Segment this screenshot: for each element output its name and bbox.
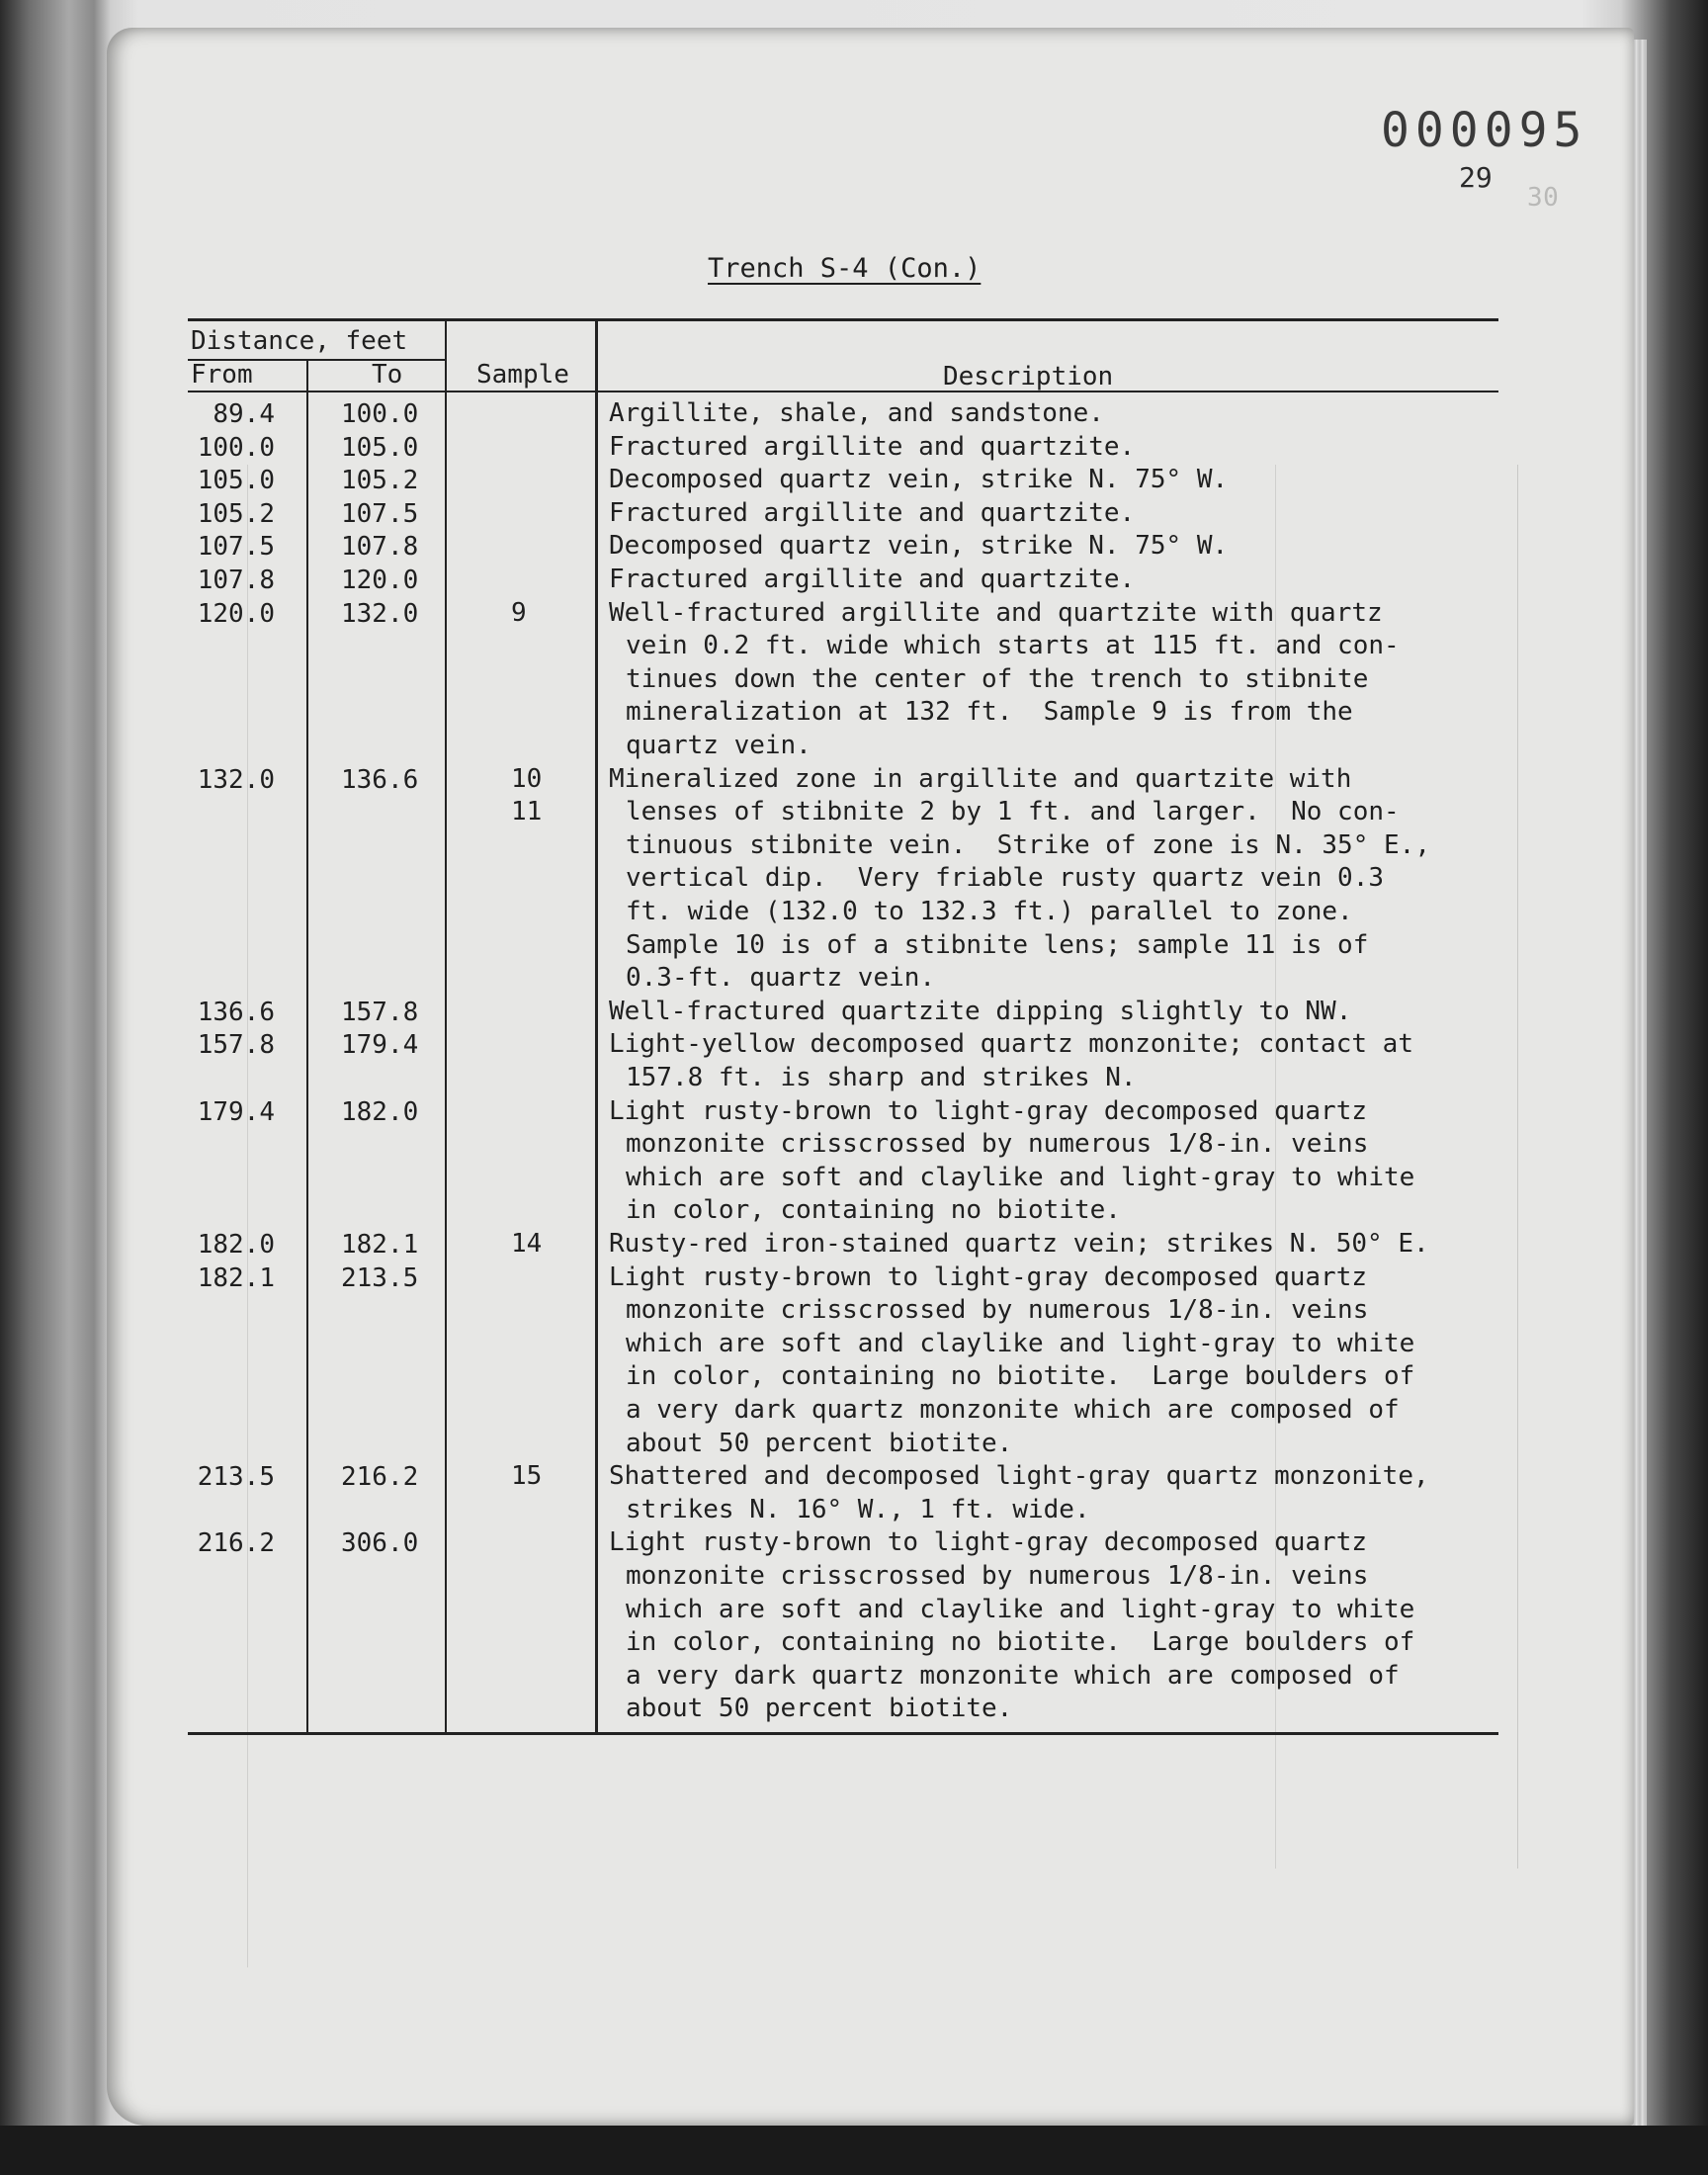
cell-from: 216.2 <box>197 1528 275 1559</box>
description-line: strikes N. 16° W., 1 ft. wide. <box>626 1494 1090 1524</box>
description-line: tinues down the center of the trench to stibnite <box>626 663 1369 694</box>
header-from: From <box>191 360 253 390</box>
cell-sample: 9 <box>511 597 527 628</box>
cell-from: 179.4 <box>197 1096 275 1127</box>
description-line: ft. wide (132.0 to 132.3 ft.) parallel to zone. <box>626 896 1353 926</box>
cell-to: 306.0 <box>341 1528 419 1559</box>
description-line: which are soft and claylike and light-gray to white <box>626 1162 1415 1192</box>
cell-description <box>609 1262 1498 1461</box>
description-line: vein 0.2 ft. wide which starts at 115 ft. and con- <box>626 631 1400 661</box>
cell-description <box>609 1526 1498 1726</box>
cell-to: 107.5 <box>341 498 419 529</box>
description-line: tinuous stibnite vein. Strike of zone is N. 35° E., <box>626 829 1430 860</box>
cell-from: 157.8 <box>197 1030 275 1061</box>
cell-to: 157.8 <box>341 997 419 1027</box>
header-bottom-rule <box>188 391 1498 392</box>
cell-to: 136.6 <box>341 764 419 795</box>
header-description: Description <box>943 362 1114 392</box>
column-divider <box>306 359 308 1733</box>
cell-sample: 10 11 <box>511 763 543 827</box>
bleed-through-rule <box>1517 465 1612 1869</box>
cell-from: 89.4 <box>213 399 275 429</box>
description-line: Fractured argillite and quartzite. <box>609 565 1136 594</box>
bleed-through-mark: 30 <box>1527 183 1560 213</box>
description-line: Light rusty-brown to light-gray decomposed quartz <box>609 1527 1368 1558</box>
description-line: about 50 percent biotite. <box>626 1428 1013 1458</box>
header-distance: Distance, feet <box>191 326 408 356</box>
cell-to: 132.0 <box>341 598 419 629</box>
scanner-bottom-band <box>0 2126 1708 2175</box>
header-sample: Sample <box>476 360 569 390</box>
table-title: Trench S-4 (Con.) <box>708 253 982 284</box>
cell-description <box>609 597 1498 763</box>
document-number: 000095 <box>1381 103 1588 158</box>
description-line: in color, containing no biotite. <box>626 1195 1121 1226</box>
cell-to: 179.4 <box>341 1030 419 1061</box>
cell-from: 182.1 <box>197 1262 275 1293</box>
cell-description <box>609 564 1498 597</box>
description-line: in color, containing no biotite. Large boulders of <box>626 1627 1415 1658</box>
cell-description <box>609 397 1498 431</box>
cell-description <box>609 763 1498 996</box>
description-line: a very dark quartz monzonite which are composed of <box>626 1394 1400 1425</box>
page-number: 29 <box>1459 161 1493 194</box>
table-top-rule <box>188 318 1498 321</box>
description-line: Well-fractured argillite and quartzite with quartz <box>609 597 1383 628</box>
cell-sample: 15 <box>511 1461 543 1492</box>
cell-to: 182.0 <box>341 1096 419 1127</box>
description-line: Decomposed quartz vein, strike N. 75° W. <box>609 465 1229 495</box>
description-line: Light rusty-brown to light-gray decomposed quartz <box>609 1095 1368 1126</box>
cell-to: 107.8 <box>341 532 419 563</box>
cell-description <box>609 497 1498 531</box>
cell-to: 100.0 <box>341 399 419 429</box>
description-line: Sample 10 is of a stibnite lens; sample 11 is of <box>626 929 1369 960</box>
description-line: Rusty-red iron-stained quartz vein; strikes N. 50° E. <box>609 1229 1429 1259</box>
cell-from: 213.5 <box>197 1462 275 1493</box>
bleed-through-rule <box>247 465 249 1967</box>
description-line: Argillite, shale, and sandstone. <box>609 398 1104 428</box>
table-bottom-rule <box>188 1732 1498 1735</box>
description-line: Shattered and decomposed light-gray quartz monzonite, <box>609 1461 1429 1492</box>
cell-from: 120.0 <box>197 598 275 629</box>
description-line: vertical dip. Very friable rusty quartz vein 0.3 <box>626 863 1385 894</box>
description-line: 157.8 ft. is sharp and strikes N. <box>626 1062 1137 1092</box>
column-divider <box>445 318 447 1733</box>
cell-to: 213.5 <box>341 1262 419 1293</box>
cell-description <box>609 996 1498 1029</box>
cell-to: 182.1 <box>341 1230 419 1260</box>
description-line: in color, containing no biotite. Large boulders of <box>626 1361 1415 1392</box>
description-line: Light-yellow decomposed quartz monzonite; contact at <box>609 1029 1413 1060</box>
cell-from: 100.0 <box>197 432 275 463</box>
description-line: about 50 percent biotite. <box>626 1694 1013 1724</box>
cell-description <box>609 431 1498 465</box>
cell-to: 120.0 <box>341 566 419 595</box>
header-to: To <box>372 360 403 390</box>
cell-description <box>609 530 1498 564</box>
cell-from: 182.0 <box>197 1230 275 1260</box>
description-line: quartz vein. <box>626 730 811 760</box>
cell-to: 105.2 <box>341 466 419 496</box>
cell-description <box>609 1228 1498 1262</box>
cell-from: 107.5 <box>197 532 275 563</box>
description-line: Mineralized zone in argillite and quartzite with <box>609 763 1352 794</box>
description-line: monzonite crisscrossed by numerous 1/8-in. veins <box>626 1129 1369 1160</box>
description-line: mineralization at 132 ft. Sample 9 is from the <box>626 697 1353 728</box>
cell-description <box>609 1095 1498 1228</box>
cell-from: 105.0 <box>197 466 275 496</box>
description-line: Well-fractured quartzite dipping slightly to NW. <box>609 996 1352 1026</box>
description-line: Light rusty-brown to light-gray decomposed quartz <box>609 1262 1368 1292</box>
cell-from: 107.8 <box>197 566 275 595</box>
description-line: which are soft and claylike and light-gray to white <box>626 1328 1415 1358</box>
cell-from: 136.6 <box>197 997 275 1027</box>
cell-description <box>609 1028 1498 1094</box>
description-line: Fractured argillite and quartzite. <box>609 431 1136 462</box>
description-line: a very dark quartz monzonite which are composed of <box>626 1660 1400 1691</box>
description-line: monzonite crisscrossed by numerous 1/8-in. veins <box>626 1295 1369 1326</box>
cell-to: 216.2 <box>341 1462 419 1493</box>
description-line: Decomposed quartz vein, strike N. 75° W. <box>609 531 1229 562</box>
cell-to: 105.0 <box>341 432 419 463</box>
description-line: lenses of stibnite 2 by 1 ft. and larger. No con- <box>626 797 1400 827</box>
description-line: Fractured argillite and quartzite. <box>609 497 1136 528</box>
cell-sample: 14 <box>511 1229 543 1259</box>
cell-from: 132.0 <box>197 764 275 795</box>
column-divider <box>595 318 598 1733</box>
cell-description <box>609 1460 1498 1526</box>
description-line: monzonite crisscrossed by numerous 1/8-in. veins <box>626 1560 1369 1591</box>
cell-from: 105.2 <box>197 498 275 529</box>
cell-description <box>609 464 1498 497</box>
description-line: 0.3-ft. quartz vein. <box>626 963 936 994</box>
description-line: which are soft and claylike and light-gray to white <box>626 1594 1415 1624</box>
